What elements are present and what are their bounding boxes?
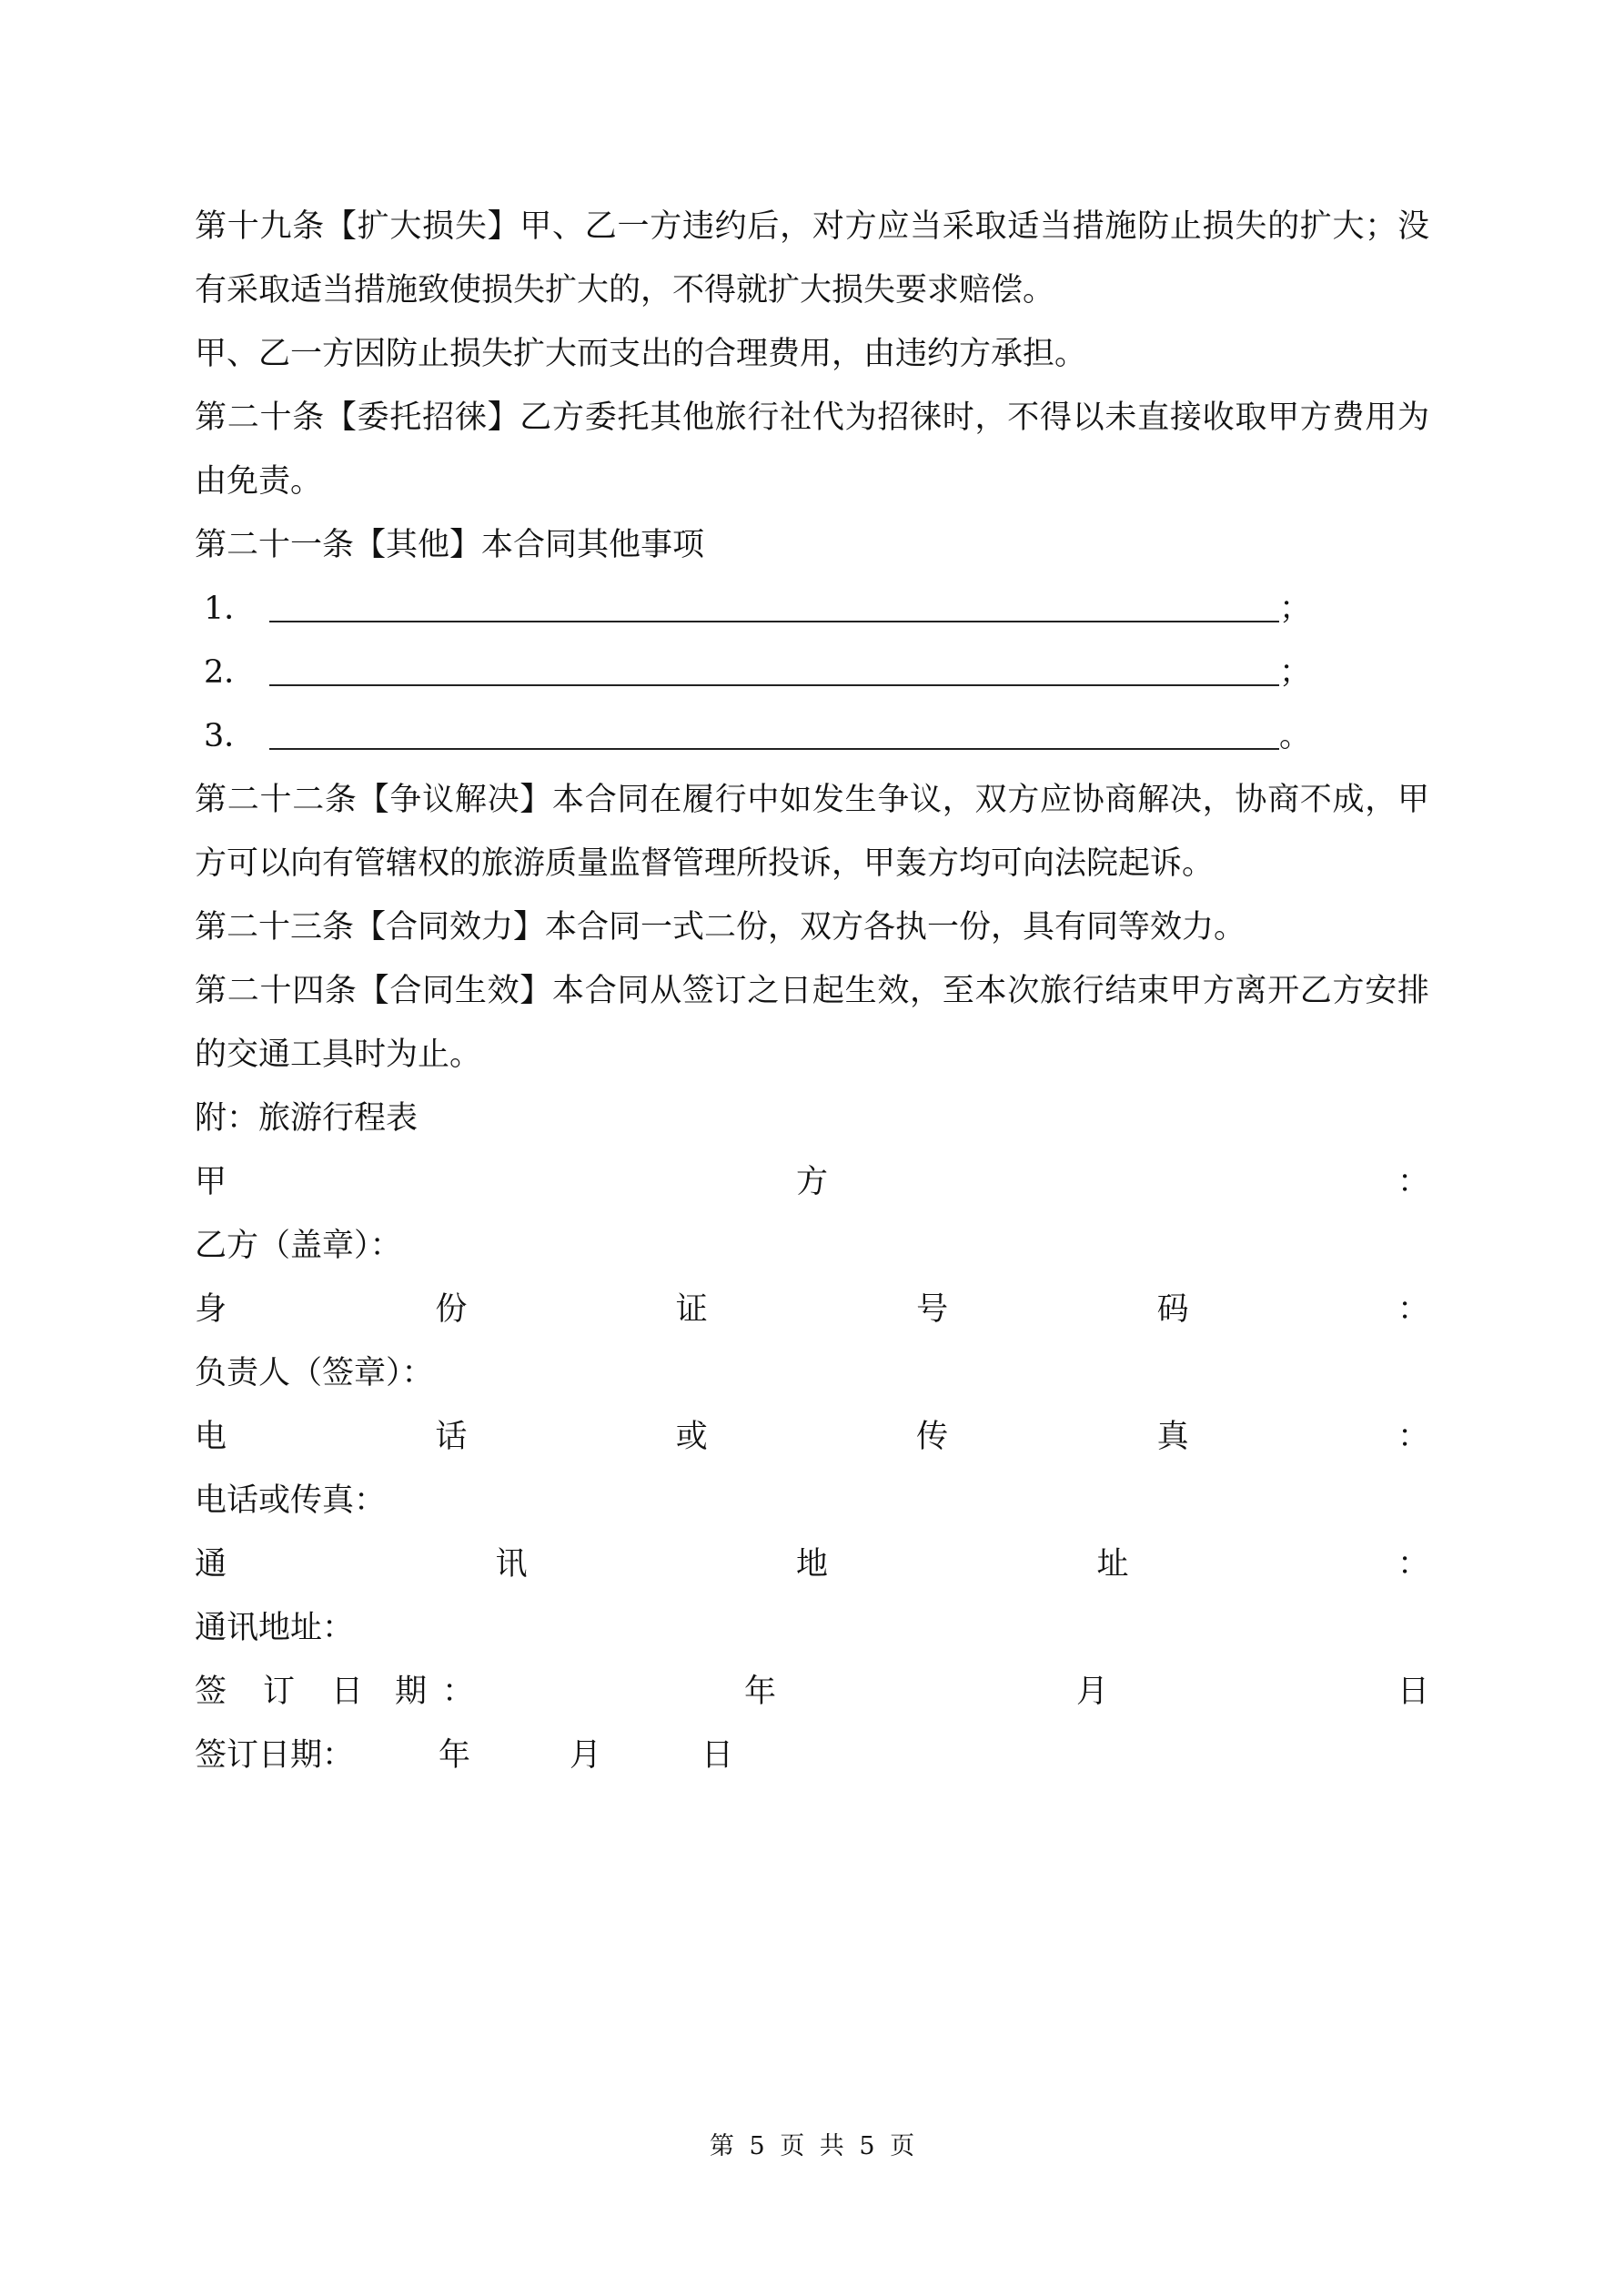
paragraph: 第二十一条【其他】本合同其他事项 [195, 527, 705, 563]
date-label: 签订日期： [195, 1737, 355, 1774]
char: 日 [331, 1674, 364, 1710]
char: ： [442, 1674, 475, 1710]
responsible-label: 负责人（签章）： [195, 1355, 434, 1391]
paragraph: 第十九条【扩大损失】甲、乙一方违约后，对方应当采取适当措施防止损失的扩大；没 [195, 208, 1429, 245]
char: 真 [1156, 1419, 1189, 1455]
item-end: 。 [1279, 718, 1312, 754]
paragraph: 第二十四条【合同生效】本合同从签订之日起生效，至本次旅行结束甲方离开乙方安排 [195, 973, 1429, 1009]
char: 传 [916, 1419, 949, 1455]
party-a-label [195, 1150, 1429, 1214]
char: 或 [675, 1419, 708, 1455]
item-number: 3． [204, 718, 257, 754]
phone-b-label: 电话或传真： [195, 1482, 387, 1519]
id-number-label [195, 1278, 1429, 1341]
paragraph: 由免责。 [195, 463, 323, 500]
char: 码 [1156, 1291, 1189, 1328]
char: 话 [435, 1419, 468, 1455]
date-b-label [195, 1724, 1429, 1787]
char: ： [1397, 1419, 1429, 1455]
paragraph: 附：旅游行程表 [195, 1100, 419, 1137]
item-end: ； [1279, 591, 1312, 627]
phone-a-label [195, 1405, 1429, 1469]
char: 月 [1076, 1674, 1109, 1710]
date-a-label [195, 1660, 1429, 1724]
char: 年 [744, 1674, 777, 1710]
paragraph: 方可以向有管辖权的旅游质量监督管理所投诉，甲轰方均可向法院起诉。 [195, 845, 1215, 882]
document-page [195, 195, 1429, 1787]
char: 签 [195, 1674, 227, 1710]
char: 讯 [495, 1546, 528, 1583]
char: 方 [795, 1164, 828, 1200]
char: ： [1397, 1546, 1429, 1583]
char: 证 [675, 1291, 708, 1328]
paragraph: 有采取适当措施致使损失扩大的，不得就扩大损失要求赔偿。 [195, 272, 1055, 308]
char: 身 [195, 1291, 227, 1328]
item-number: 2． [204, 654, 257, 691]
month-label: 月 [570, 1737, 602, 1774]
fill-in-blank [269, 717, 1279, 750]
char: 号 [916, 1291, 949, 1328]
char: 通 [195, 1546, 227, 1583]
day-label: 日 [701, 1737, 734, 1774]
paragraph: 的交通工具时为止。 [195, 1037, 482, 1073]
paragraph: 第二十二条【争议解决】本合同在履行中如发生争议，双方应协商解决，协商不成，甲 [195, 782, 1429, 818]
char: 份 [435, 1291, 468, 1328]
party-b-label: 乙方（盖章）： [195, 1228, 402, 1264]
char: ： [1397, 1164, 1429, 1200]
year-label: 年 [439, 1737, 471, 1774]
paragraph: 第二十条【委托招徕】乙方委托其他旅行社代为招徕时，不得以未直接收取甲方费用为 [195, 400, 1429, 436]
char: 订 [263, 1674, 296, 1710]
blank-item [195, 704, 1429, 768]
blank-item [195, 641, 1429, 704]
fill-in-blank [269, 590, 1279, 622]
address-b-label: 通讯地址： [195, 1610, 355, 1646]
item-number: 1． [204, 591, 257, 627]
item-end: ； [1279, 654, 1312, 691]
blank-item [195, 577, 1429, 641]
char: 电 [195, 1419, 227, 1455]
paragraph: 甲、乙一方因防止损失扩大而支出的合理费用，由违约方承担。 [195, 336, 1087, 372]
page-footer: 第 5 页 共 5 页 [709, 2132, 915, 2160]
paragraph: 第二十三条【合同效力】本合同一式二份，双方各执一份，具有同等效力。 [195, 909, 1246, 946]
char: 日 [1397, 1674, 1429, 1710]
char: ： [1397, 1291, 1429, 1328]
fill-in-blank [269, 653, 1279, 686]
char: 地 [795, 1546, 828, 1583]
char: 址 [1096, 1546, 1129, 1583]
address-a-label [195, 1532, 1429, 1596]
char: 期 [395, 1674, 428, 1710]
char: 甲 [195, 1164, 227, 1200]
